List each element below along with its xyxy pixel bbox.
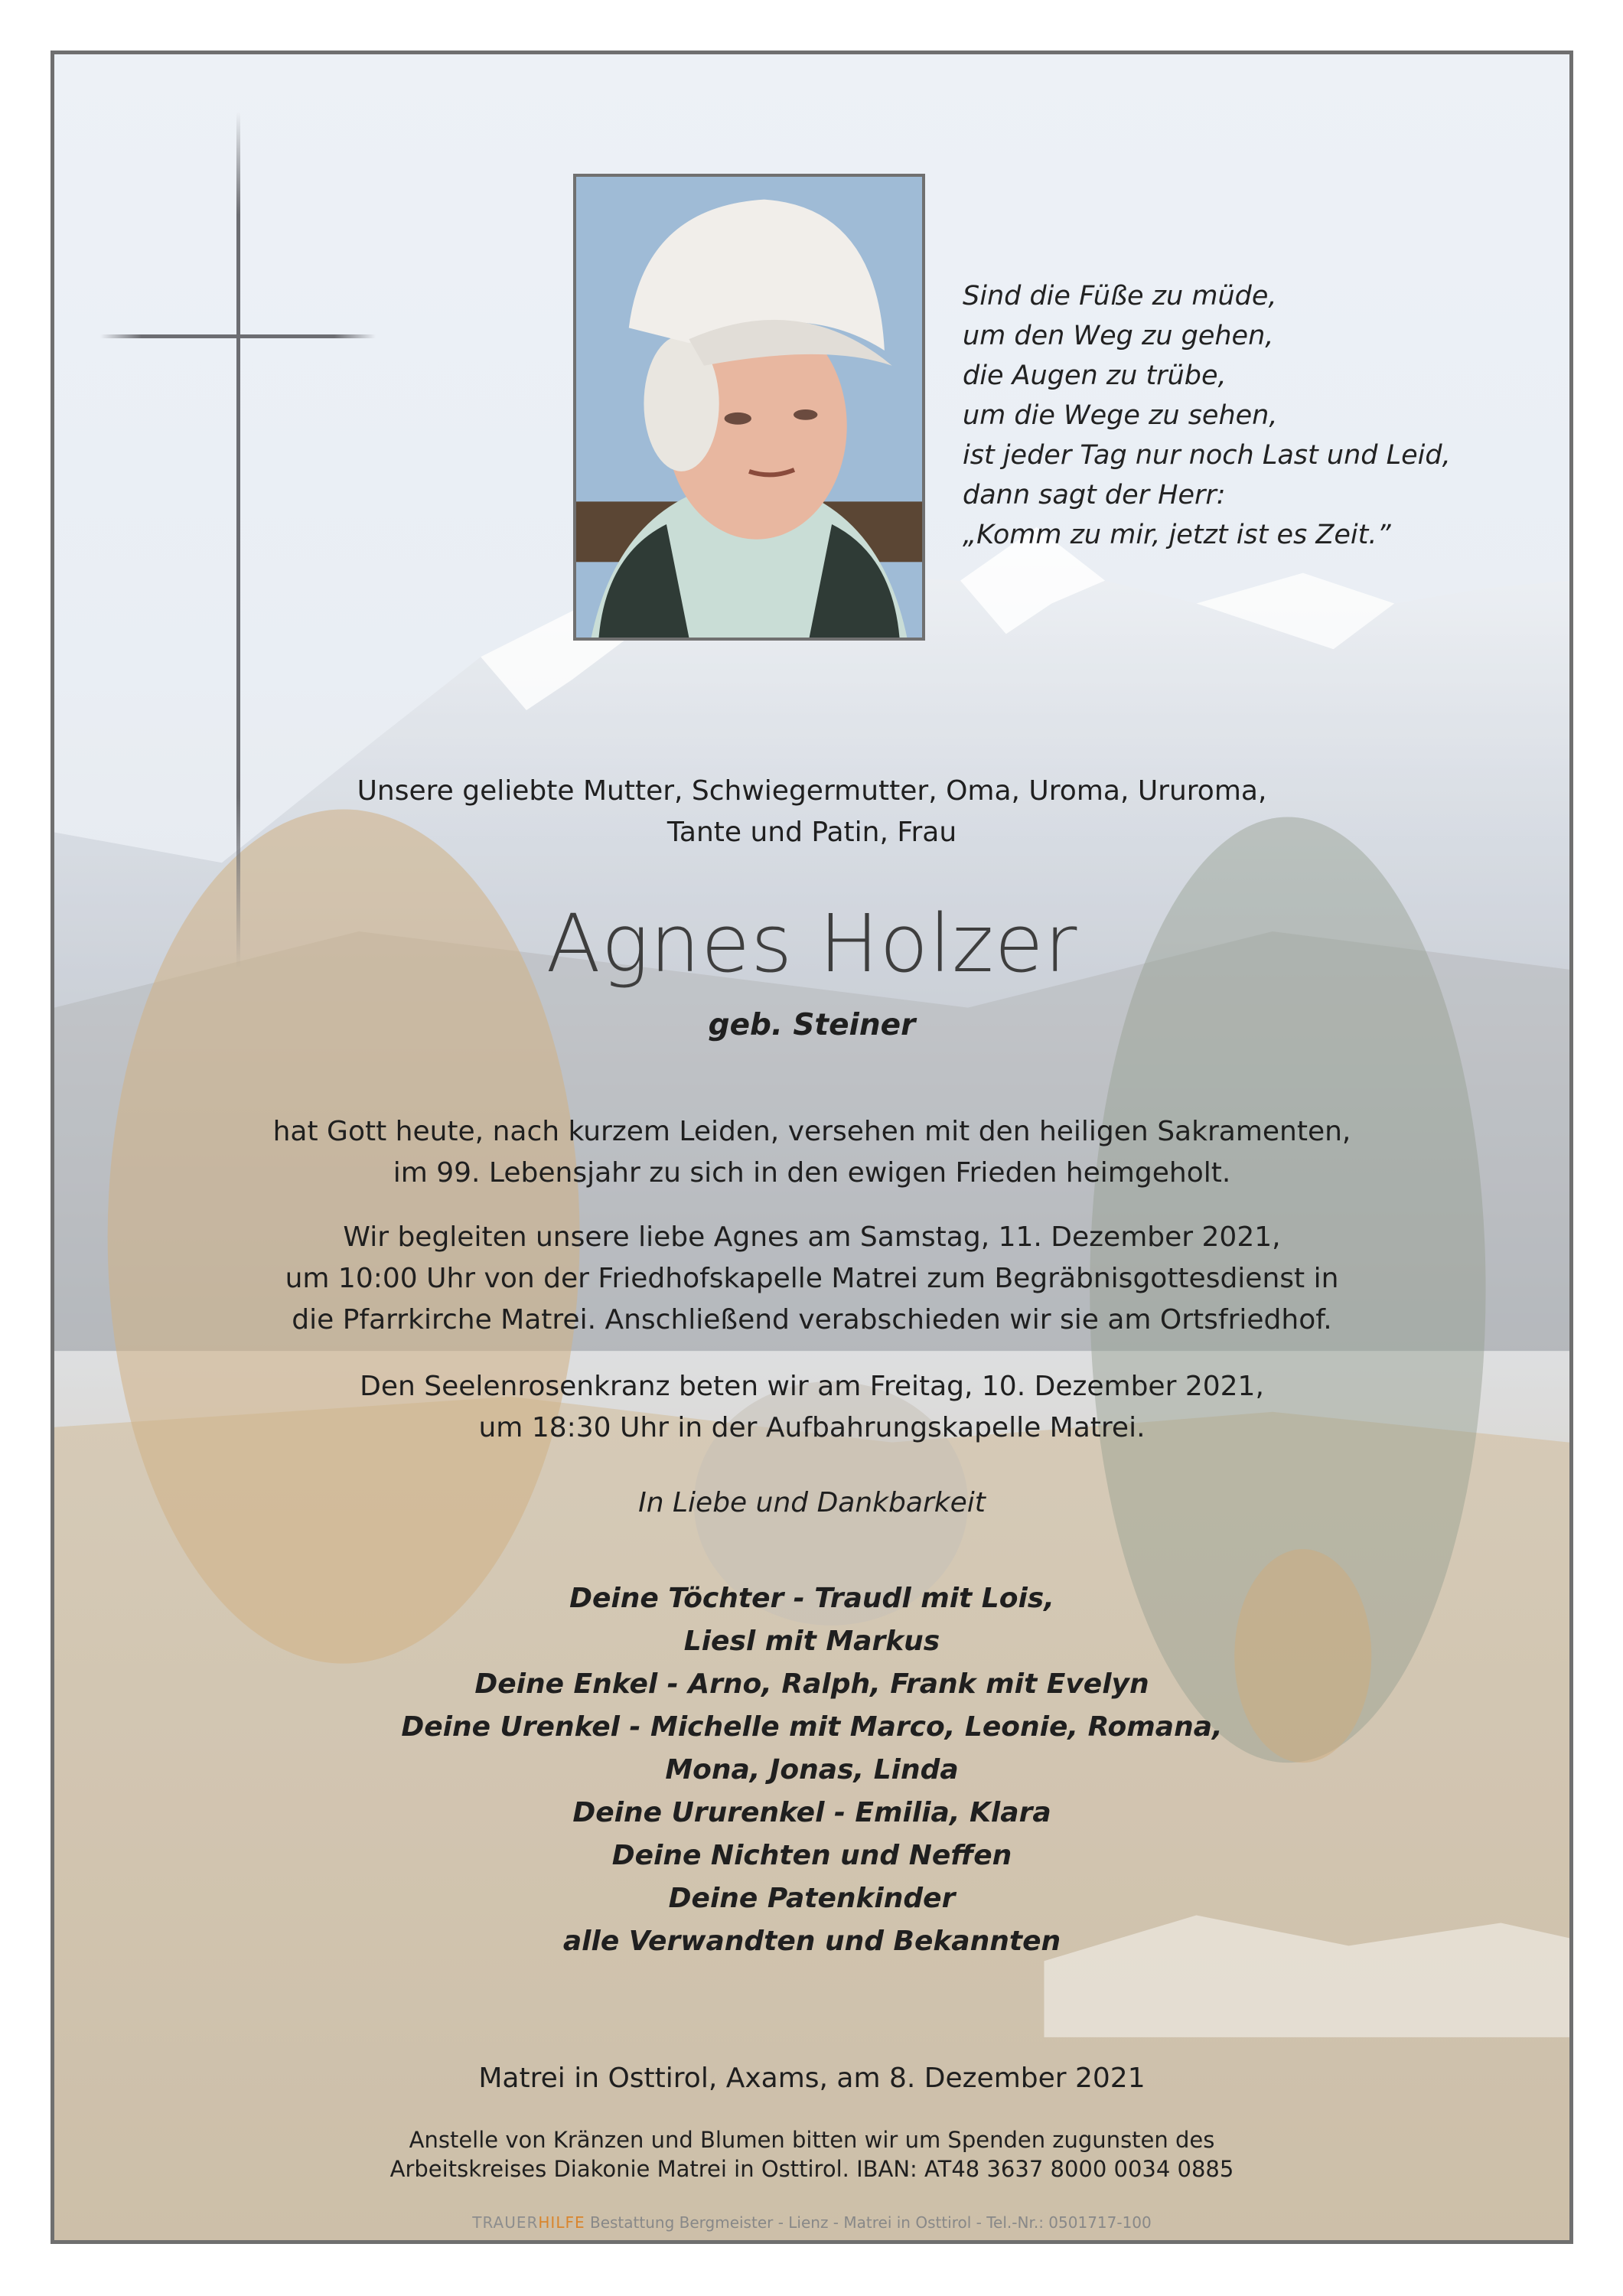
mourner-line: Deine Nichten und Neffen <box>611 1840 1012 1871</box>
text-line: um 10:00 Uhr von der Friedhofskapelle Matrei zum Begräbnisgottesdienst in <box>285 1263 1339 1294</box>
mourner-line: alle Verwandten und Bekannten <box>562 1926 1061 1957</box>
poem-line: ist jeder Tag nur noch Last und Leid, <box>963 440 1451 471</box>
donation-line: Anstelle von Kränzen und Blumen bitten wir um Spenden zugunsten des <box>409 2127 1215 2153</box>
poem-line: um den Weg zu gehen, <box>963 321 1274 351</box>
poem-line: die Augen zu trübe, <box>963 360 1227 391</box>
closing-phrase: In Liebe und Dankbarkeit <box>638 1487 986 1518</box>
obituary-card <box>51 51 1573 2244</box>
text-line: im 99. Lebensjahr zu sich in den ewigen Frieden heimgeholt. <box>393 1157 1231 1189</box>
footer-brand-part1: TRAUER <box>472 2213 539 2232</box>
footer-brand-part2: HILFE <box>538 2213 585 2232</box>
undertaker-footer <box>54 2213 1569 2232</box>
portrait-photo <box>573 174 925 641</box>
mourner-line: Deine Patenkinder <box>668 1883 956 1914</box>
mourner-line: Deine Urenkel - Michelle mit Marco, Leonie, Romana, <box>401 1711 1223 1743</box>
text-line: hat Gott heute, nach kurzem Leiden, versehen mit den heiligen Sakramenten, <box>272 1116 1351 1147</box>
death-announcement <box>54 1111 1569 1194</box>
poem-line: um die Wege zu sehen, <box>963 400 1278 431</box>
intro-line: Unsere geliebte Mutter, Schwiegermutter, Oma, Uroma, Ururoma, <box>357 775 1267 807</box>
portrait-image <box>576 177 922 638</box>
cross-bar <box>100 334 376 338</box>
text-line: Den Seelenrosenkranz beten wir am Freitag, 10. Dezember 2021, <box>360 1371 1264 1402</box>
mourners-list <box>54 1577 1569 1963</box>
place-and-date: Matrei in Osttirol, Axams, am 8. Dezember 2021 <box>478 2063 1146 2094</box>
text-line: Wir begleiten unsere liebe Agnes am Samstag, 11. Dezember 2021, <box>343 1221 1281 1253</box>
text-line: die Pfarrkirche Matrei. Anschließend verabschieden wir sie am Ortsfriedhof. <box>292 1304 1332 1336</box>
poem-line: Sind die Füße zu müde, <box>963 281 1277 311</box>
donation-note <box>54 2125 1569 2183</box>
mourner-line: Deine Töchter - Traudl mit Lois, <box>569 1583 1054 1614</box>
rosary-details <box>54 1366 1569 1449</box>
poem <box>963 276 1544 555</box>
birth-name: geb. Steiner <box>708 1008 916 1042</box>
poem-line: dann sagt der Herr: <box>963 480 1226 510</box>
footer-text: Bestattung Bergmeister - Lienz - Matrei in Osttirol - Tel.-Nr.: 0501717-100 <box>589 2213 1152 2232</box>
mourner-line: Mona, Jonas, Linda <box>665 1754 959 1786</box>
deceased-name: Agnes Holzer <box>546 897 1078 990</box>
intro-text <box>54 771 1569 853</box>
funeral-details <box>54 1217 1569 1341</box>
mourner-line: Deine Enkel - Arno, Ralph, Frank mit Evelyn <box>474 1668 1149 1700</box>
intro-line: Tante und Patin, Frau <box>666 817 957 848</box>
poem-line: „Komm zu mir, jetzt ist es Zeit.” <box>963 520 1391 550</box>
mourner-line: Deine Ururenkel - Emilia, Klara <box>572 1797 1051 1828</box>
text-line: um 18:30 Uhr in der Aufbahrungskapelle Matrei. <box>478 1412 1146 1443</box>
mourner-line: Liesl mit Markus <box>683 1626 940 1657</box>
donation-line: Arbeitskreises Diakonie Matrei in Osttirol. IBAN: AT48 3637 8000 0034 0885 <box>389 2156 1234 2182</box>
